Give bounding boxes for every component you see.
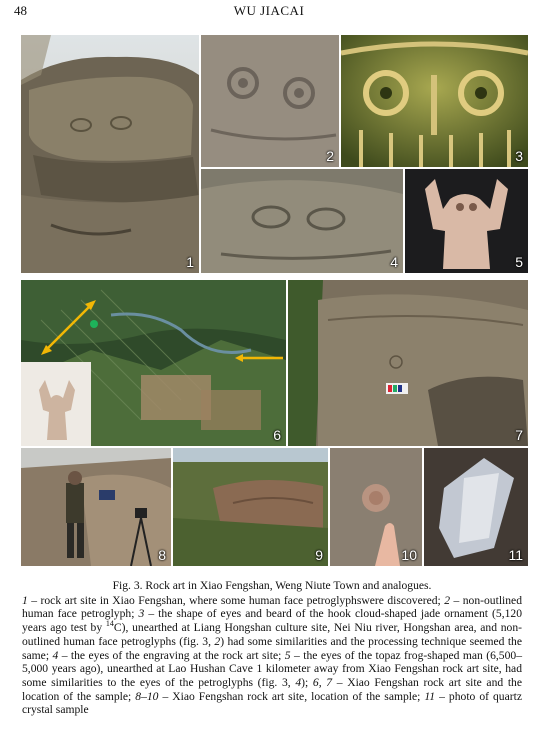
panel-label: 9 bbox=[315, 547, 323, 563]
item-number: 2 bbox=[444, 593, 451, 607]
photo-panel-11 bbox=[424, 448, 528, 566]
item-text: – the shape of eyes and beard of the hook cloud-shaped jade ornament (5,120 years ago test by bbox=[22, 607, 522, 635]
panel-label: 7 bbox=[515, 427, 523, 443]
item-text: – non-outlined human face petroglyph; bbox=[22, 593, 522, 621]
panel-label: 10 bbox=[401, 547, 417, 563]
photo-panel-9 bbox=[173, 448, 328, 566]
figure-ref: 4 bbox=[295, 675, 302, 689]
item-text: – the eyes of the topaz frog-shaped man (6,500–5,000 years ago), unearthed at Lao Hushan Cave 1 kilometer away from Xiao Fengshan rock art site, had some similarities to the eyes of the petroglyphs (fig. 3, bbox=[22, 648, 522, 689]
panel-label: 3 bbox=[515, 148, 523, 164]
item-number: 8–10 bbox=[135, 689, 159, 703]
rock-field-photo bbox=[173, 448, 328, 566]
page-header bbox=[0, 0, 538, 24]
item-text: – rock art site in Xiao Fengshan, where some human face petroglyphswere discovered; bbox=[27, 593, 445, 607]
photo-panel-6 bbox=[21, 280, 286, 446]
item-text: – Xiao Fengshan rock art site, location of the sample; bbox=[158, 689, 425, 703]
rock-art-site-photo bbox=[21, 35, 199, 273]
item-text: – Xiao Fengshan rock art site and the location of the sample; bbox=[22, 675, 522, 703]
figure-ref: 2 bbox=[214, 634, 221, 648]
rock-sample-location-photo bbox=[288, 280, 528, 446]
face-petroglyph-photo bbox=[201, 35, 339, 167]
caption-title: Fig. 3. Rock art in Xiao Fengshan, Weng Niute Town and analogues. bbox=[112, 579, 432, 592]
item-number: 11 bbox=[424, 689, 436, 703]
panel-label: 11 bbox=[508, 547, 523, 563]
panel-label: 8 bbox=[158, 547, 166, 563]
photo-panel-3 bbox=[341, 35, 528, 167]
item-text: – photo of quartz crystal sample bbox=[22, 689, 522, 717]
item-text: ); bbox=[301, 675, 313, 689]
photo-panel-5 bbox=[405, 169, 528, 273]
jade-ornament-photo bbox=[341, 35, 528, 167]
item-number: 4 bbox=[52, 648, 59, 662]
item-number: 3 bbox=[138, 607, 145, 621]
panel-label: 5 bbox=[515, 254, 523, 270]
satellite-map-photo bbox=[21, 280, 286, 446]
page-number: 48 bbox=[14, 3, 27, 18]
item-text: ) had some similarities and the processing technique seemed the same; bbox=[22, 634, 522, 662]
photo-panel-10 bbox=[330, 448, 422, 566]
panel-label: 1 bbox=[186, 254, 194, 270]
photo-panel-7 bbox=[288, 280, 528, 446]
caption-body bbox=[22, 594, 522, 717]
photo-panel-1 bbox=[21, 35, 199, 273]
photo-panel-2 bbox=[201, 35, 339, 167]
item-number: 6, 7 bbox=[312, 675, 333, 689]
panel-label: 4 bbox=[390, 254, 398, 270]
running-head: WU JIACAI bbox=[233, 3, 305, 18]
item-number: 1 bbox=[22, 593, 28, 607]
photo-panel-8 bbox=[21, 448, 171, 566]
photo-panel-4 bbox=[201, 169, 403, 273]
figure-caption bbox=[22, 579, 522, 717]
item-text: – the eyes of the engraving at the rock art site; bbox=[58, 648, 285, 662]
item-number: 5 bbox=[284, 648, 291, 662]
panel-label: 2 bbox=[326, 148, 334, 164]
engraving-eyes-photo bbox=[201, 169, 403, 273]
superscript: 14 bbox=[105, 619, 114, 629]
item-text: C), unearthed at Liang Hongshan culture site, Nei Niu river, Hongshan area, and non-outlined human face petroglyphs (fig. 3, bbox=[22, 621, 522, 648]
frog-shaped-man-photo bbox=[405, 169, 528, 273]
panel-label: 6 bbox=[273, 427, 281, 443]
fieldwork-photo bbox=[21, 448, 171, 566]
